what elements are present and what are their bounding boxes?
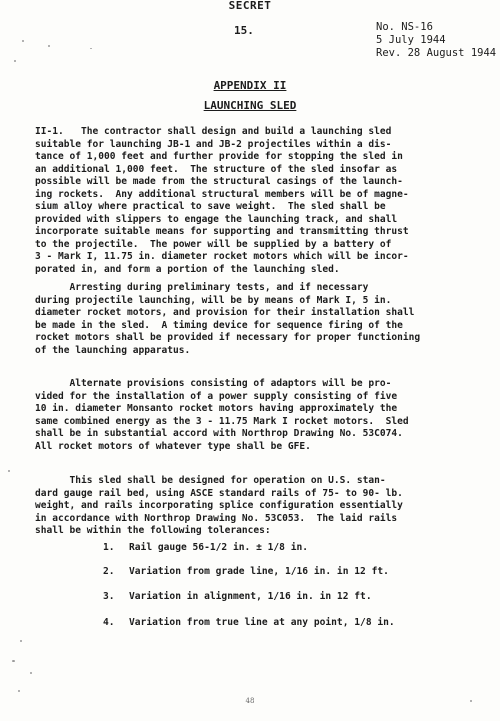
list-item-text: Rail gauge 56-1/2 in. ± 1/8 in. [129,542,309,553]
list-item [103,566,389,577]
list-item-text: Variation in alignment, 1/16 in. in 12 ft. [129,591,372,602]
appendix-title: APPENDIX II [213,79,287,92]
text-line: rocket motors shall be provided if necessary for proper functioning [35,332,421,343]
list-item-number: 3. [103,591,115,602]
text-line: II-1. The contractor shall design and build a launching sled [35,126,392,137]
text-line: tance of 1,000 feet and further provide for stopping the sled in [35,151,403,162]
text-line: to the projectile. The power will be supplied by a battery of [35,238,392,250]
text-line: of the launching apparatus. [35,344,191,356]
appendix-subtitle: LAUNCHING SLED [203,99,297,112]
text-line: suitable for launching JB-1 and JB-2 projectiles within a dis- [35,138,392,150]
scan-speck [22,40,24,42]
scan-speck [20,640,22,642]
text-line: shall be within the following tolerances: [35,525,271,536]
page-number-header: 15. [234,24,254,37]
list-item-text: Variation from grade line, 1/16 in. in 12 ft. [129,566,389,577]
text-line: during projectile launching, will be by means of Mark I, 5 in. [35,294,392,306]
scan-speck [18,690,20,692]
footer-page-number: 48 [245,697,255,705]
text-line: possible will be made from the structural casings of the launch- [35,176,403,187]
text-line: shall be in substantial accord with Northrop Drawing No. 53C074. [35,428,403,439]
text-line: Arresting during preliminary tests, and if necessary [35,282,369,293]
classification-marking: SECRET [228,0,272,12]
document-number: No. NS-16 [376,21,433,33]
text-line: This sled shall be designed for operation on U.S. stan- [35,475,386,486]
paragraph-alternate-provisions [35,378,500,453]
text-line: sium alloy where practical to save weight. The sled shall be [35,201,386,212]
text-line: 10 in. diameter Monsanto rocket motors having approximately the [35,403,398,414]
paragraph-rail-bed [35,475,500,538]
scan-speck [8,470,10,472]
scan-speck [470,700,472,702]
list-item-number: 4. [103,617,115,628]
text-line: All rocket motors of whatever type shall be GFE. [35,440,311,452]
text-line: 3 - Mark I, 11.75 in. diameter rocket motors which will be incor- [35,251,409,262]
document-reference [376,21,496,60]
text-line: dard gauge rail bed, using ASCE standard rails of 75- to 90- lb. [35,487,403,499]
scan-speck [90,48,92,49]
scan-speck [14,60,16,62]
text-line: be made in the sled. A timing device for sequence firing of the [35,319,403,331]
text-line: diameter rocket motors, and provision for their installation shall [35,307,415,318]
list-item-number: 1. [103,542,115,553]
text-line: Alternate provisions consisting of adaptors will be pro- [35,378,392,389]
text-line: provided with slippers to engage the launching track, and shall [35,213,398,225]
text-line: porated in, and form a portion of the launching sled. [35,263,340,275]
revision-date: Rev. 28 August 1944 [376,47,497,59]
text-line: vided for the installation of a power supply consisting of five [35,390,398,402]
list-item-number: 2. [103,566,115,577]
list-item [103,542,308,553]
text-line: weight, and rails incorporating splice configuration essentially [35,500,403,511]
text-line: an additional 1,000 feet. The structure of the sled insofar as [35,163,398,175]
list-item-text: Variation from true line at any point, 1/8 in. [129,617,395,628]
list-item [103,617,395,628]
scan-speck [30,672,32,674]
scan-speck [48,45,50,47]
document-date: 5 July 1944 [376,34,446,46]
text-line: incorporate suitable means for supporting and transmitting thrust [35,226,409,237]
paragraph-arresting [35,282,500,357]
list-item [103,591,372,602]
scan-speck [12,660,15,662]
text-line: ing rockets. Any additional structural members will be of magne- [35,188,409,200]
paragraph-sled-design [35,126,500,276]
text-line: in accordance with Northrop Drawing No. 53C053. The laid rails [35,512,398,524]
text-line: same combined energy as the 3 - 11.75 Mark I rocket motors. Sled [35,415,409,427]
